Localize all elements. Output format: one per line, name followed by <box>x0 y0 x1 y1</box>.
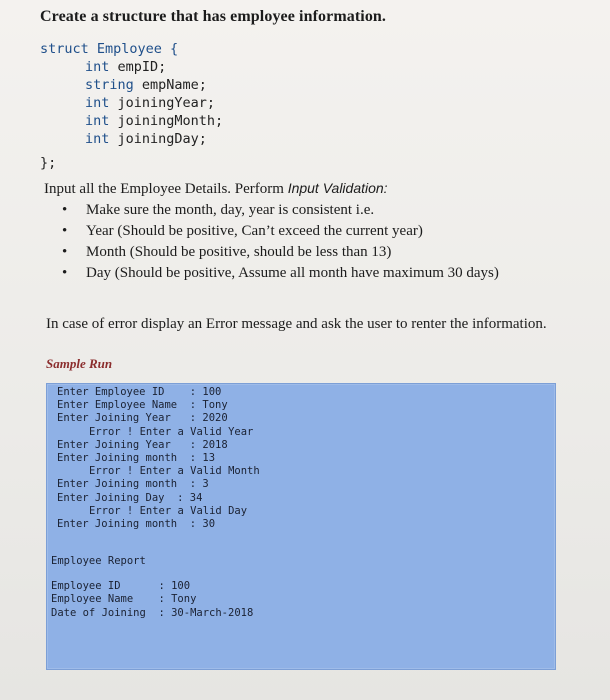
field-type: int <box>85 113 110 129</box>
console-line: Enter Joining Day : 34 <box>57 491 203 504</box>
list-item: • Month (Should be positive, should be less than 13) <box>62 242 499 263</box>
console-line: Enter Joining month : 13 <box>57 451 216 464</box>
intro-emphasis: Input Validation: <box>287 180 388 196</box>
validation-list <box>62 200 499 284</box>
report-heading: Employee Report <box>51 555 146 567</box>
struct-declaration-line <box>40 40 223 58</box>
list-item: • Make sure the month, day, year is consistent i.e. <box>62 200 499 221</box>
field-type: string <box>85 77 134 93</box>
list-item: • Year (Should be positive, Can’t exceed the current year) <box>62 221 499 242</box>
report-line: Employee Name : Tony <box>51 593 197 606</box>
struct-field-line <box>40 112 223 130</box>
bullet-icon: • <box>62 223 68 239</box>
field-type: int <box>85 95 110 111</box>
console-line: Enter Employee Name : Tony <box>57 399 228 412</box>
field-name: joiningYear; <box>109 95 216 111</box>
struct-field-line <box>40 130 223 148</box>
sample-run-console <box>46 383 556 670</box>
field-type: int <box>85 59 110 75</box>
struct-field-line <box>40 94 223 112</box>
console-line: Enter Joining Year : 2018 <box>57 438 228 451</box>
bullet-icon: • <box>62 244 68 260</box>
console-line: Enter Joining Year : 2020 <box>57 412 228 425</box>
field-name: joiningDay; <box>109 131 207 147</box>
page-title: Create a structure that has employee information. <box>40 8 387 25</box>
console-output <box>57 386 260 531</box>
console-line: Enter Employee ID : 100 <box>57 386 222 398</box>
console-error-line: Error ! Enter a Valid Month <box>89 465 260 478</box>
list-item: • Day (Should be positive, Assume all month have maximum 30 days) <box>62 263 499 284</box>
input-instructions <box>44 180 388 198</box>
field-type: int <box>85 131 110 147</box>
console-line: Enter Joining month : 3 <box>57 478 209 491</box>
struct-field-line <box>40 76 223 94</box>
report-line: Employee ID : 100 <box>51 580 191 593</box>
sample-run-label: Sample Run <box>46 356 113 371</box>
intro-text: Input all the Employee Details. Perform <box>44 181 288 197</box>
console-error-line: Error ! Enter a Valid Year <box>89 425 254 438</box>
report-line: Date of Joining : 30-March-2018 <box>51 606 254 619</box>
console-error-line: Error ! Enter a Valid Day <box>89 504 248 517</box>
employee-report <box>51 555 253 620</box>
struct-code-block <box>40 40 223 172</box>
field-name: empName; <box>133 77 207 93</box>
field-name: joiningMonth; <box>109 113 224 129</box>
bullet-icon: • <box>62 202 68 218</box>
struct-keyword: struct <box>40 41 89 57</box>
bullet-icon: • <box>62 265 68 281</box>
struct-closing-line: }; <box>40 155 57 171</box>
console-line: Enter Joining month : 30 <box>57 517 216 530</box>
struct-name: Employee { <box>88 41 179 57</box>
struct-field-line <box>40 58 223 76</box>
error-instruction: In case of error display an Error message and ask the user to renter the information. <box>46 316 547 332</box>
field-name: empID; <box>109 59 167 75</box>
